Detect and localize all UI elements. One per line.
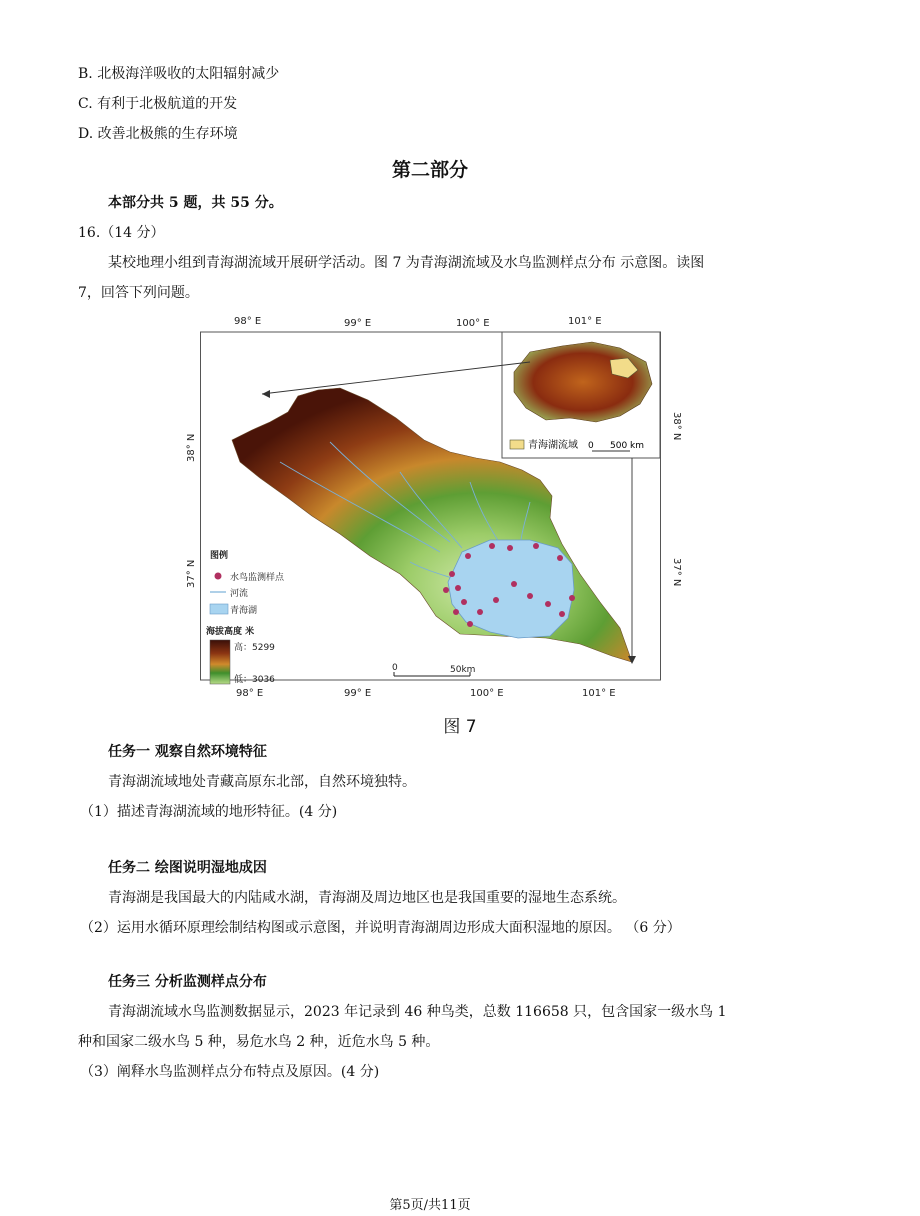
sample-point xyxy=(443,587,449,593)
figure-caption: 图 7 xyxy=(443,717,477,737)
left-tick-37: 37° N xyxy=(186,559,197,588)
scale-length: 50km xyxy=(450,665,476,675)
top-tick-101: 101° E xyxy=(568,316,602,327)
sample-point xyxy=(511,581,517,587)
task2-question: （2）运用水循环原理绘制结构图或示意图，并说明青海湖周边形成大面积湿地的原因。 （6 分） xyxy=(80,920,681,936)
task1-text: 青海湖流域地处青藏高原东北部，自然环境独特。 xyxy=(108,774,416,790)
task2-text: 青海湖是我国最大的内陆咸水湖，青海湖及周边地区也是我国重要的湿地生态系统。 xyxy=(108,890,626,906)
legend-lake-label: 青海湖 xyxy=(230,606,258,616)
task3-text-line2: 种和国家二级水鸟 5 种，易危水鸟 2 种，近危水鸟 5 种。 xyxy=(78,1034,440,1050)
sample-point xyxy=(465,553,471,559)
right-tick-38: 38° N xyxy=(671,412,682,441)
option-d: D. 改善北极熊的生存环境 xyxy=(78,126,238,142)
question-stem-line1: 某校地理小组到青海湖流域开展研学活动。图 7 为青海湖流域及水鸟监测样点分布 示意图。读图 xyxy=(108,255,705,271)
right-tick-37: 37° N xyxy=(671,558,682,587)
top-ticks xyxy=(234,316,602,329)
inset-scale-zero: 0 xyxy=(588,441,594,451)
sample-point xyxy=(557,555,563,561)
sample-point xyxy=(489,543,495,549)
page-footer: 第5页/共11页 xyxy=(389,1198,471,1213)
top-tick-98: 98° E xyxy=(234,316,262,327)
bottom-tick-100: 100° E xyxy=(470,688,504,699)
sample-point xyxy=(507,545,513,551)
bottom-tick-101: 101° E xyxy=(582,688,616,699)
option-c: C. 有利于北极航道的开发 xyxy=(78,96,238,112)
task2-title: 任务二 绘图说明湿地成因 xyxy=(108,860,267,876)
task3-text-line1: 青海湖流域水鸟监测数据显示，2023 年记录到 46 种鸟类，总数 116658 只，包含国家一级水鸟 1 xyxy=(108,1004,727,1020)
task3-title: 任务三 分析监测样点分布 xyxy=(108,974,267,990)
sample-point xyxy=(569,595,575,601)
qinghai-lake-map xyxy=(186,312,682,699)
sample-point xyxy=(559,611,565,617)
sample-point xyxy=(455,585,461,591)
bottom-ticks xyxy=(236,688,616,699)
inset-scale-label: 500 km xyxy=(610,441,645,451)
sample-point xyxy=(527,593,533,599)
legend-river-label: 河流 xyxy=(230,589,249,599)
sample-point xyxy=(533,543,539,549)
question-stem-line2: 7，回答下列问题。 xyxy=(78,285,199,301)
question-number: 16.（14 分） xyxy=(78,225,165,241)
option-b: B. 北极海洋吸收的太阳辐射减少 xyxy=(78,66,280,82)
section-title: 第二部分 xyxy=(391,159,468,181)
scale-zero: 0 xyxy=(392,663,398,673)
legend-title: 图例 xyxy=(210,551,229,561)
bottom-tick-98: 98° E xyxy=(236,688,264,699)
legend-elev-title: 海拔高度 米 xyxy=(206,627,255,637)
legend-elev-bar xyxy=(210,640,230,684)
legend-high: 高：5299 xyxy=(234,643,275,653)
sample-point xyxy=(453,609,459,615)
legend-lake-swatch xyxy=(210,604,228,614)
task1-question: （1）描述青海湖流域的地形特征。(4 分) xyxy=(80,804,338,820)
sample-point xyxy=(477,609,483,615)
sample-point xyxy=(449,571,455,577)
task3-question: （3）阐释水鸟监测样点分布特点及原因。(4 分) xyxy=(80,1064,380,1080)
legend-sample-marker xyxy=(215,573,222,580)
task1-title: 任务一 观察自然环境特征 xyxy=(108,744,267,760)
sample-point xyxy=(545,601,551,607)
left-tick-38: 38° N xyxy=(186,433,197,462)
bottom-tick-99: 99° E xyxy=(344,688,372,699)
sample-point xyxy=(493,597,499,603)
top-tick-99: 99° E xyxy=(344,318,372,329)
sample-point xyxy=(467,621,473,627)
section-intro: 本部分共 5 题，共 55 分。 xyxy=(108,195,283,211)
inset-legend-text: 青海湖流域 xyxy=(528,440,578,451)
legend-low: 低：3036 xyxy=(234,675,275,685)
top-tick-100: 100° E xyxy=(456,318,490,329)
legend-sample-label: 水鸟监测样点 xyxy=(230,573,285,583)
inset-legend-swatch xyxy=(510,440,524,449)
sample-point xyxy=(461,599,467,605)
